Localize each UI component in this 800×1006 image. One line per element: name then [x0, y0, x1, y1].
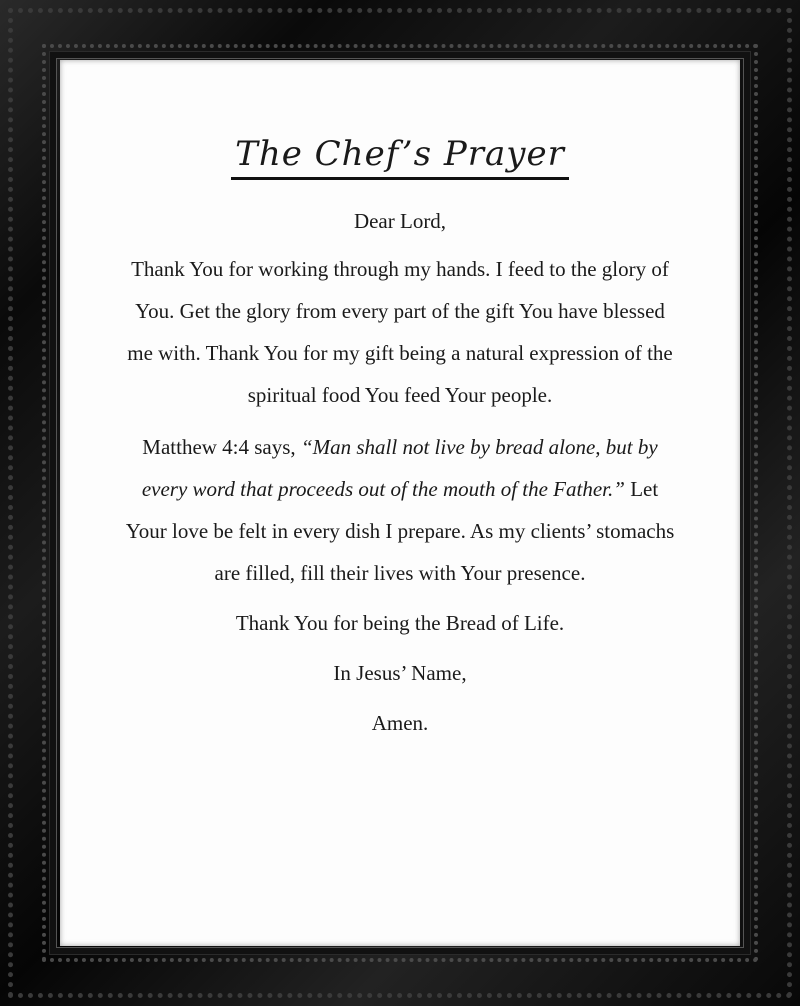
page-title: The Chef’s Prayer	[231, 136, 569, 180]
paragraph-scripture	[120, 426, 680, 594]
line-jesus-name: In Jesus’ Name,	[333, 661, 467, 685]
scripture-rest: Let Your love be felt in every dish I prepare. As my clients’ stomachs are filled, fill their lives with Your presence.	[125, 477, 675, 585]
title-wrap	[60, 136, 740, 180]
greeting: Dear Lord,	[353, 209, 447, 233]
line-bread-of-life: Thank You for being the Bread of Life.	[235, 611, 565, 635]
prayer-card	[60, 60, 740, 946]
paragraph-gratitude: Thank You for working through my hands. I feed to the glory of You. Get the glory from every part of the gift You have blessed me with. Thank You for my gift being a natural expression of the spiritual food You feed Your people.	[127, 257, 673, 407]
scripture-lead: Matthew 4:4 says,	[142, 435, 301, 459]
scripture-quote: “Man shall not live by bread alone, but by every word that proceeds out of the mouth of the Father.”	[141, 435, 658, 501]
line-amen: Amen.	[371, 711, 429, 735]
prayer-body	[120, 206, 680, 758]
